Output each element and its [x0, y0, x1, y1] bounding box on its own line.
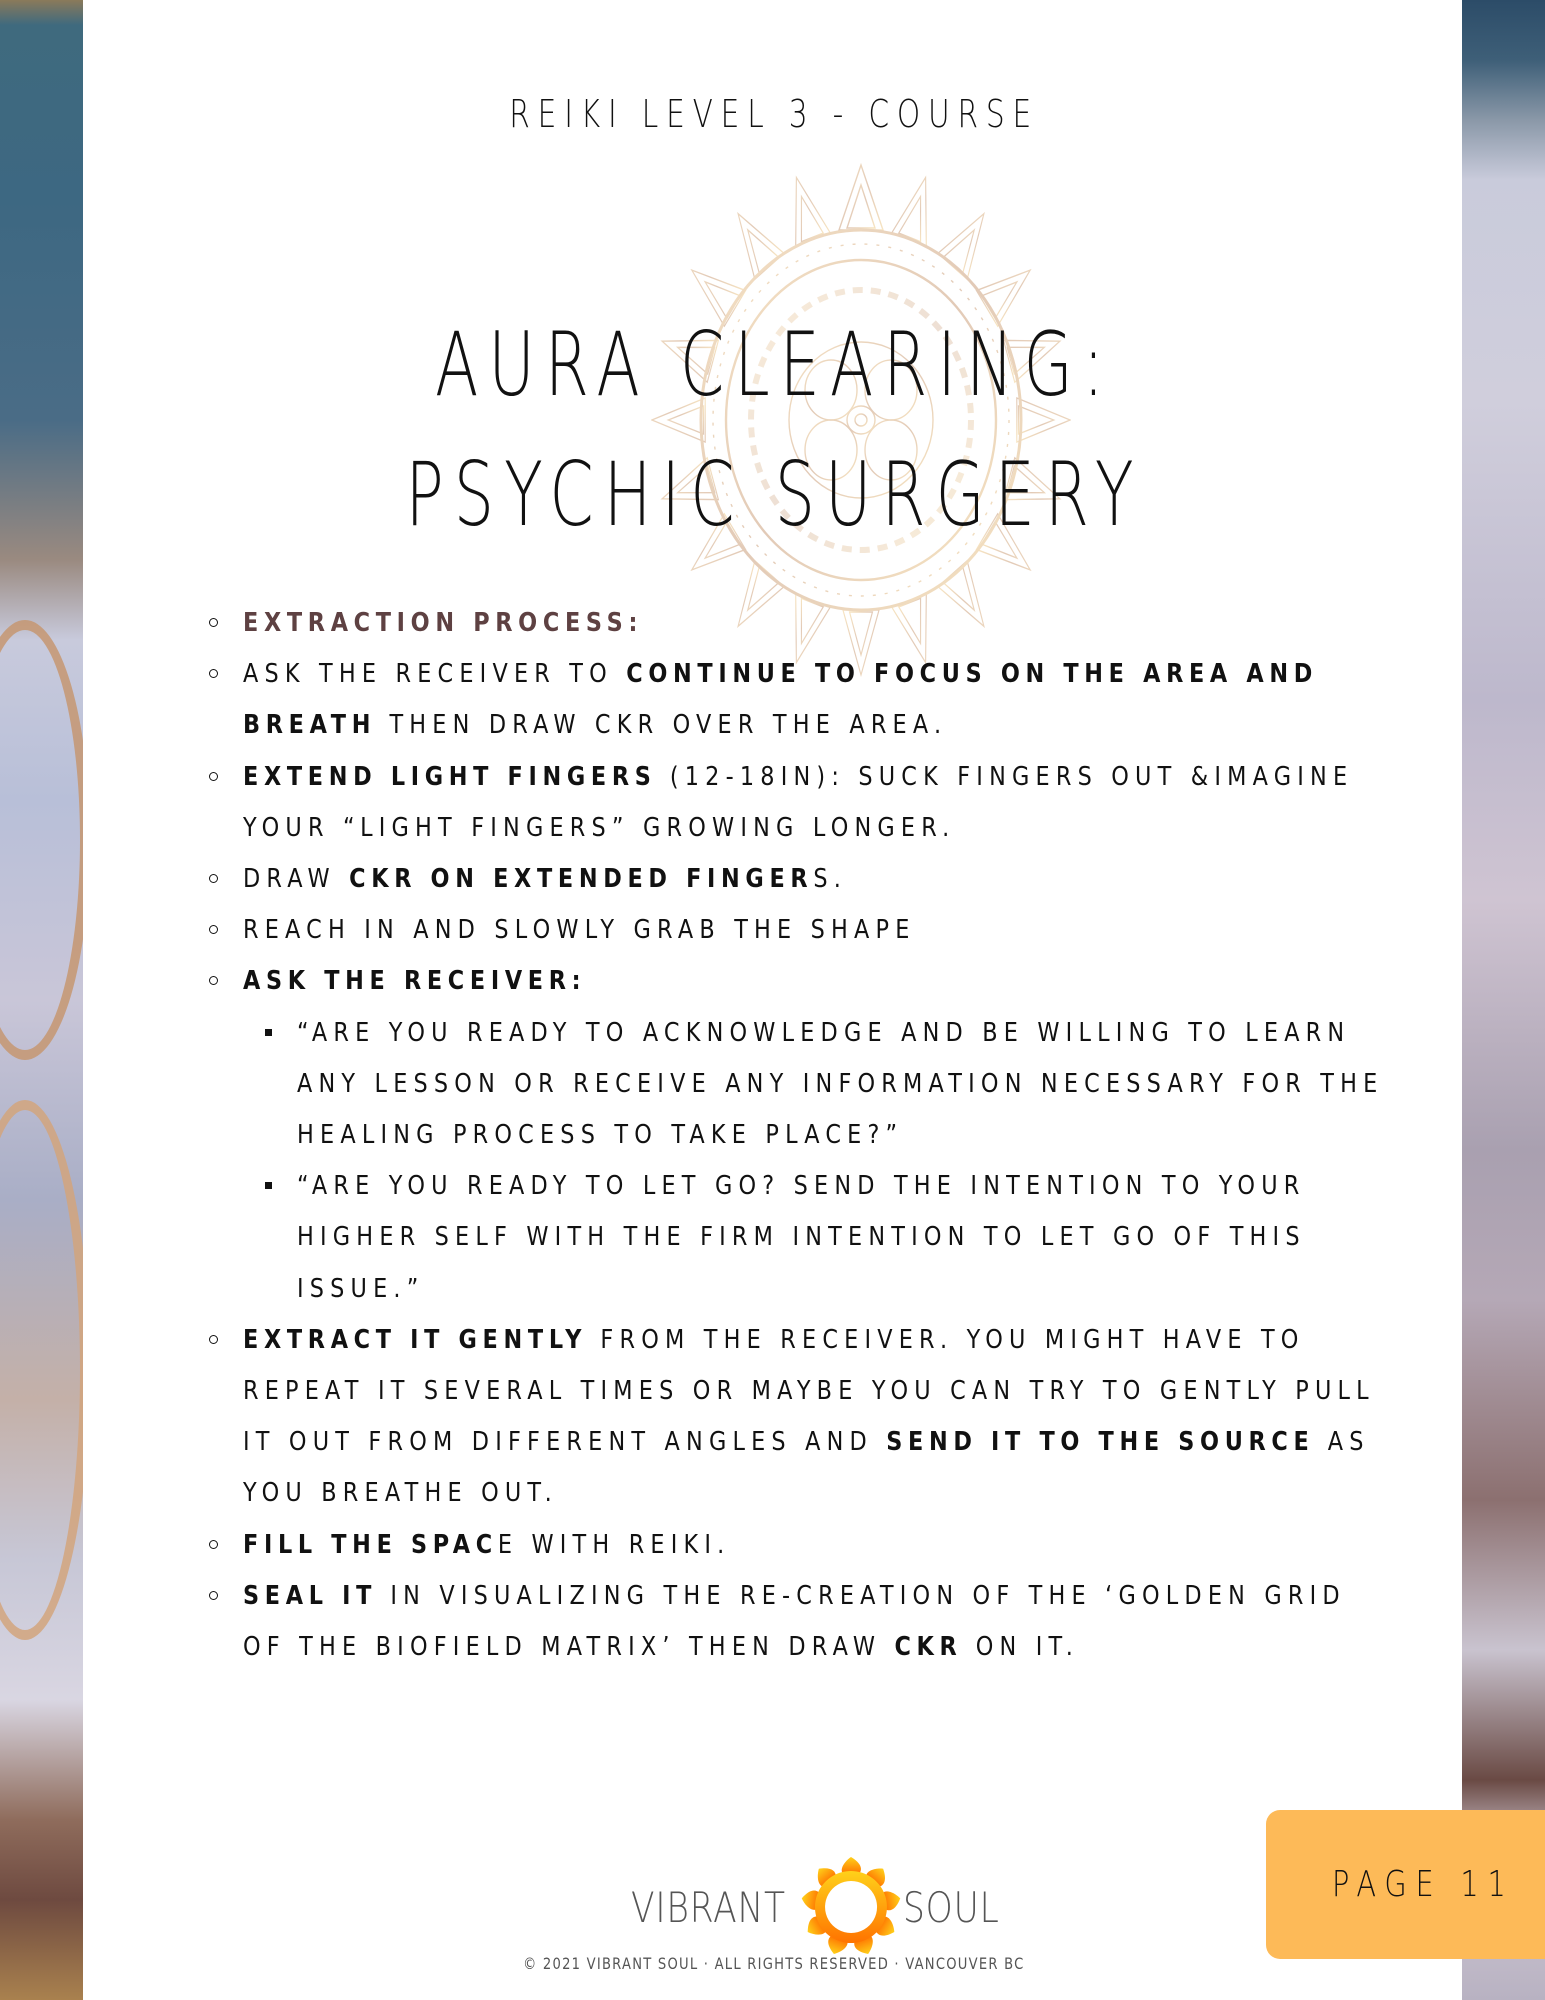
- list-item-text: [243, 649, 1378, 751]
- emphasis-segment: CKR: [894, 1632, 963, 1663]
- list-item: [83, 1315, 1383, 1520]
- sun-icon: [799, 1855, 903, 1959]
- text-segment: THEN DRAW CKR OVER THE AREA.: [376, 710, 948, 741]
- list-item: [83, 1520, 1383, 1571]
- list-item: [83, 905, 1383, 956]
- list-item: [83, 1571, 1383, 1673]
- list-item: [83, 752, 1383, 854]
- text-segment: ON IT.: [962, 1632, 1080, 1663]
- text-segment: E WITH REIKI.: [497, 1529, 731, 1560]
- list-item-text: [243, 905, 1378, 956]
- circle-bullet-icon: [209, 925, 218, 934]
- list-item-text: [243, 1315, 1378, 1520]
- sub-list-item-text: “ARE YOU READY TO LET GO? SEND THE INTENTION TO YOUR HIGHER SELF WITH THE FIRM INTENTION TO LET GO OF THIS ISSUE.”: [297, 1171, 1306, 1304]
- text-segment: FROM THE RECEIVER. YOU MIGHT HAVE TO REPEAT IT SEVERAL TIMES OR MAYBE YOU CAN TRY TO GENTLY PULL IT OUT FROM DIFFERENT ANGLES AND: [243, 1324, 1375, 1458]
- circle-bullet-icon: [209, 874, 218, 883]
- text-segment: IN VISUALIZING THE RE-CREATION OF THE ‘GOLDEN GRID OF THE BIOFIELD MATRIX’ THEN DRAW: [243, 1580, 1346, 1663]
- emphasis-segment: EXTEND LIGHT FINGERS: [243, 761, 657, 792]
- page-number: PAGE 11: [1332, 1864, 1515, 1905]
- vibrant-soul-logo: [631, 1855, 1011, 1955]
- emphasis-segment: SEND IT TO THE SOURCE: [886, 1427, 1315, 1458]
- list-item-text: [243, 752, 1378, 854]
- circle-bullet-icon: [209, 669, 218, 678]
- list-item: [83, 598, 1383, 649]
- page-number-badge: [1266, 1810, 1545, 1959]
- emphasis-segment: EXTRACTION PROCESS:: [243, 608, 644, 638]
- emphasis-segment: ASK THE RECEIVER:: [243, 966, 587, 997]
- sub-list-item: [83, 1008, 1397, 1162]
- list-item-text: [243, 598, 1378, 649]
- text-segment: REACH IN AND SLOWLY GRAB THE SHAPE: [243, 915, 916, 946]
- title-line-1: AURA CLEARING:: [434, 313, 1115, 416]
- list-item: [83, 854, 1383, 905]
- list-item-text: [243, 1571, 1378, 1673]
- sub-list-item-text: “ARE YOU READY TO ACKNOWLEDGE AND BE WILLING TO LEARN ANY LESSON OR RECEIVE ANY INFORMATION NECESSARY FOR THE HEALING PROCESS TO TAKE PLACE?”: [297, 1017, 1384, 1151]
- circle-bullet-icon: [209, 772, 218, 781]
- logo-text-left: VIBRANT: [631, 1883, 786, 1932]
- circle-bullet-icon: [209, 618, 218, 627]
- emphasis-segment: EXTRACT IT GENTLY: [243, 1324, 588, 1355]
- emphasis-segment: CONTINUE TO FOCUS ON THE AREA AND BREATH: [243, 659, 1318, 741]
- course-label: REIKI LEVEL 3 - COURSE: [509, 92, 1039, 136]
- circle-bullet-icon: [209, 1540, 218, 1549]
- circle-bullet-icon: [209, 1335, 218, 1344]
- page-title: [83, 300, 1462, 560]
- square-bullet-icon: [265, 1029, 272, 1036]
- title-line-2: PSYCHIC SURGERY: [405, 443, 1144, 546]
- list-item-text: [243, 1520, 1378, 1571]
- text-segment: (12-18IN): SUCK FINGERS OUT &IMAGINE YOUR “LIGHT FINGERS” GROWING LONGER.: [243, 761, 1354, 843]
- emphasis-segment: CKR ON EXTENDED FINGER: [349, 864, 814, 895]
- text-segment: S.: [813, 864, 848, 895]
- emphasis-segment: FILL THE SPAC: [243, 1529, 498, 1560]
- emphasis-segment: SEAL IT: [243, 1580, 378, 1611]
- list-item: [83, 649, 1383, 751]
- list-item-text: [243, 956, 1378, 1007]
- sub-list-item: [83, 1161, 1397, 1315]
- copyright-notice: © 2021 VIBRANT SOUL · ALL RIGHTS RESERVED · VANCOUVER BC: [523, 1954, 1025, 1973]
- square-bullet-icon: [265, 1182, 272, 1189]
- text-segment: AS YOU BREATHE OUT.: [243, 1427, 1370, 1509]
- document-page: [83, 0, 1462, 2000]
- circle-bullet-icon: [209, 1591, 218, 1600]
- text-segment: DRAW: [243, 864, 350, 895]
- list-item: [83, 956, 1383, 1007]
- left-background-photo: [0, 0, 83, 2000]
- instruction-list: [83, 598, 1462, 1673]
- list-item-text: [243, 854, 1378, 905]
- right-background-photo: [1462, 0, 1545, 2000]
- text-segment: ASK THE RECEIVER TO: [243, 659, 627, 690]
- circle-bullet-icon: [209, 976, 218, 985]
- logo-text-right: SOUL: [903, 1883, 1000, 1932]
